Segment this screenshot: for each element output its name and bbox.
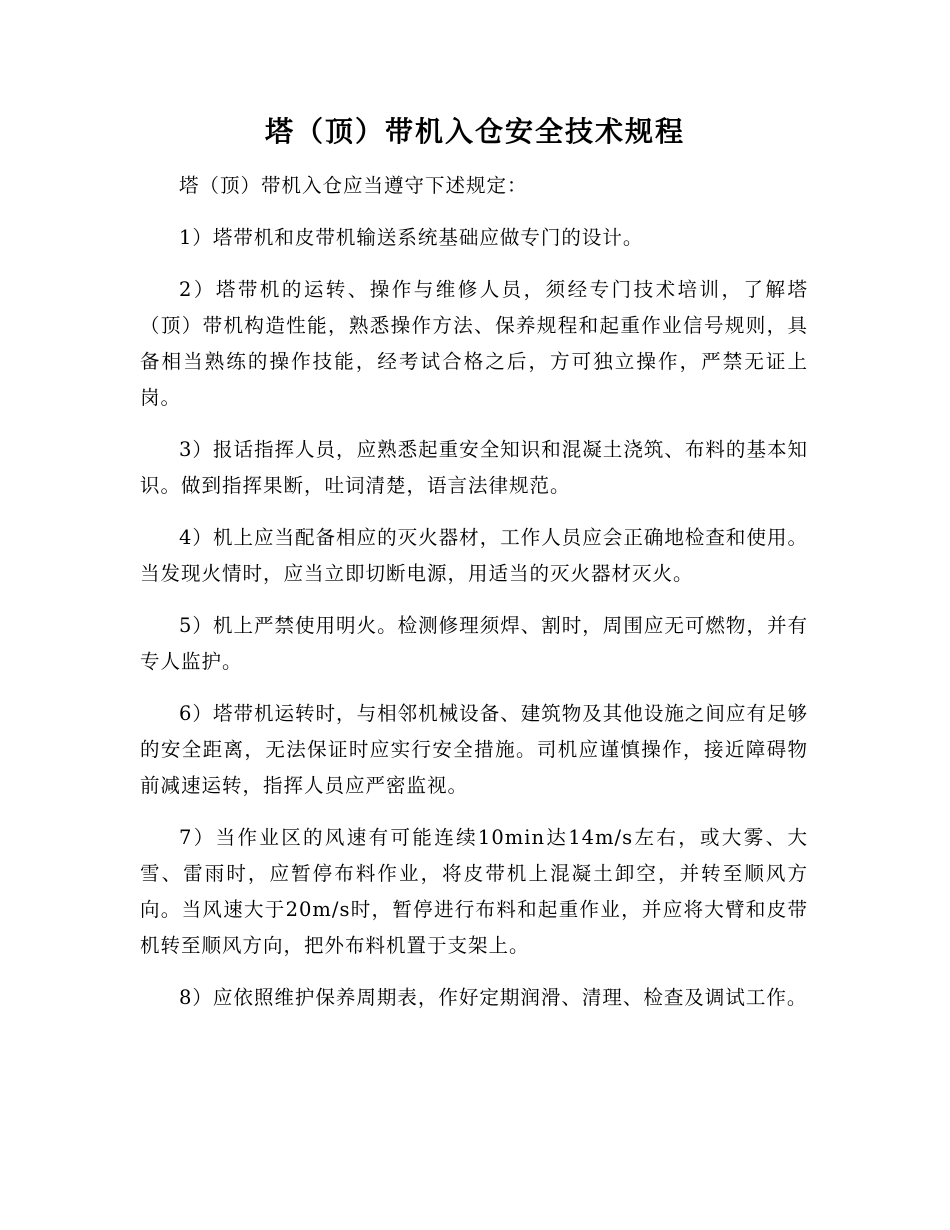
rule-item-2: 2）塔带机的运转、操作与维修人员，须经专门技术培训，了解塔（顶）带机构造性能，熟悉操作方法、保养规程和起重作业信号规则，具备相当熟练的操作技能，经考试合格之后，方可独立操作，严禁无证上岗。 (140, 278, 808, 409)
rule-item-6: 6）塔带机运转时，与相邻机械设备、建筑物及其他设施之间应有足够的安全距离，无法保证时应实行安全措施。司机应谨慎操作，接近障碍物前减速运转，指挥人员应严密监视。 (140, 702, 808, 797)
rule-item-3: 3）报话指挥人员，应熟悉起重安全知识和混凝土浇筑、布料的基本知识。做到指挥果断，吐词清楚，语言法律规范。 (140, 438, 808, 497)
rule-item-4: 4）机上应当配备相应的灭火器材，工作人员应会正确地检查和使用。当发现火情时，应当立即切断电源，用适当的灭火器材灭火。 (140, 526, 808, 585)
rule-item-5: 5）机上严禁使用明火。检测修理须焊、割时，周围应无可燃物，并有专人监护。 (140, 614, 808, 673)
intro-paragraph: 塔（顶）带机入仓应当遵守下述规定： (179, 174, 528, 197)
document-title: 塔（顶）带机入仓安全技术规程 (264, 115, 685, 148)
rule-item-7: 7）当作业区的风速有可能连续10min达14m/s左右，或大雾、大雪、雷雨时，应暂停布料作业，将皮带机上混凝土卸空，并转至顺风方向。当风速大于20m/s时，暂停进行布料和起重作业，并应将大臂和皮带机转至顺风方向，把外布料机置于支架上。 (140, 826, 808, 957)
document-body (140, 168, 808, 1032)
rule-item-8: 8）应依照维护保养周期表，作好定期润滑、清理、检查及调试工作。 (179, 986, 808, 1009)
rule-item-1: 1）塔带机和皮带机输送系统基础应做专门的设计。 (179, 226, 644, 249)
